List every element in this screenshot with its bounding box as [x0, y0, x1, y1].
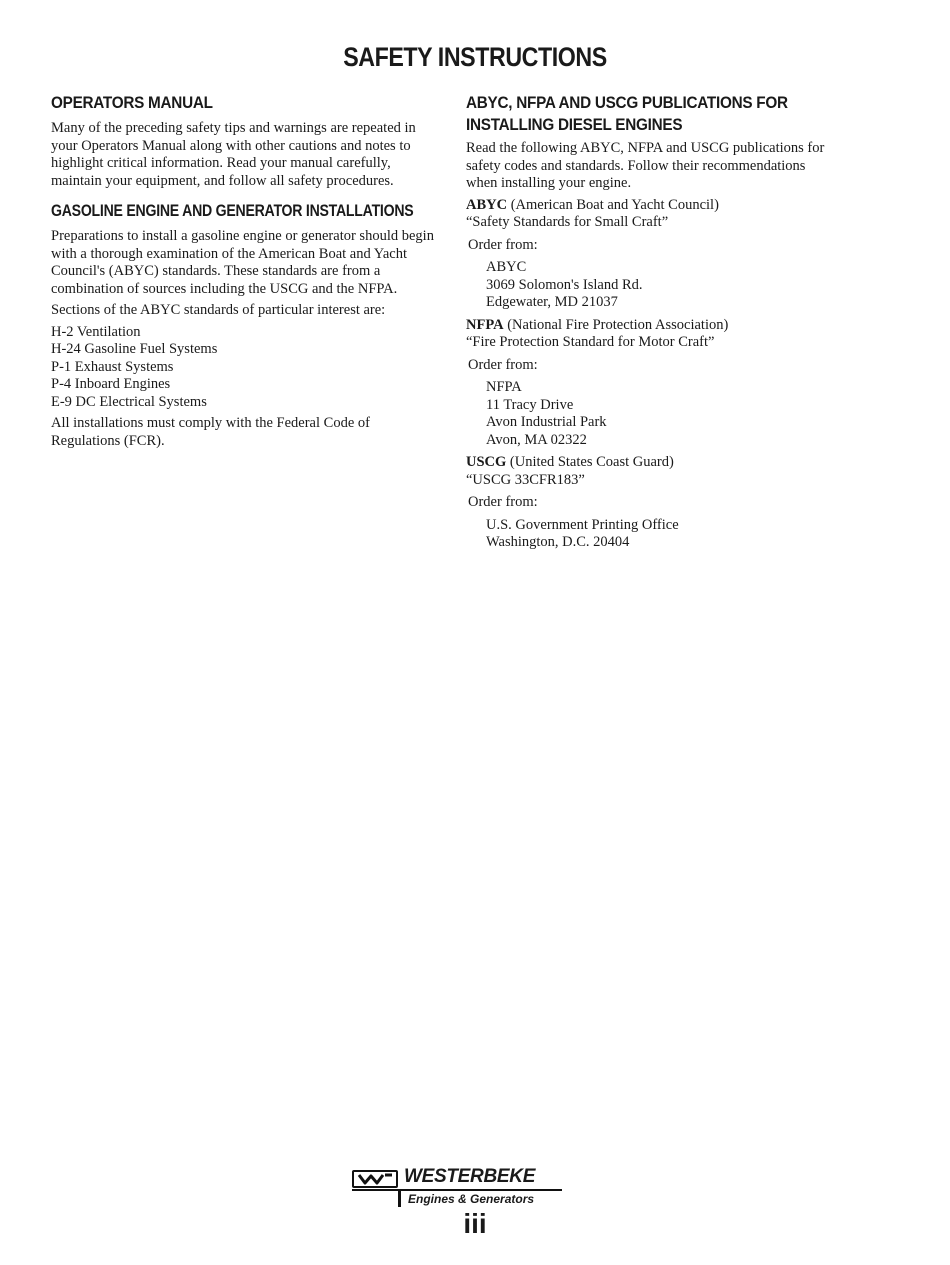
address-line: NFPA — [486, 379, 522, 395]
list-item: P-1 Exhaust Systems — [51, 358, 174, 375]
left-column — [51, 92, 436, 454]
publications-heading — [466, 92, 799, 136]
address-line: 3069 Solomon's Island Rd. — [486, 276, 643, 293]
operators-manual-heading: OPERATORS MANUAL — [51, 93, 213, 112]
uscg-name: (United States Coast Guard) — [509, 454, 674, 470]
westerbeke-logo — [352, 1168, 567, 1212]
list-item: P-4 Inboard Engines — [51, 376, 171, 392]
address-line: 11 Tracy Drive — [486, 396, 574, 413]
address-line: ABYC — [486, 259, 527, 275]
page-number: iii — [463, 1208, 487, 1239]
abyc-address — [486, 259, 836, 312]
logo-brand-name: WESTERBEKE — [404, 1166, 536, 1187]
abyc-name: (American Boat and Yacht Council) — [510, 196, 719, 213]
nfpa-publication: “Fire Protection Standard for Motor Craft” — [466, 334, 715, 350]
abyc-sections-text: Sections of the ABYC standards of particular interest are: — [51, 302, 386, 318]
right-column — [466, 92, 836, 557]
abyc-abbr: ABYC — [466, 196, 508, 213]
abyc-order-label: Order from: — [468, 236, 538, 253]
nfpa-abbr: NFPA — [466, 316, 504, 333]
page-title: SAFETY INSTRUCTIONS — [343, 42, 607, 72]
uscg-entry — [466, 454, 836, 489]
publications-heading-line2: INSTALLING DIESEL ENGINES — [466, 115, 683, 134]
abyc-publication: “Safety Standards for Small Craft” — [466, 214, 669, 230]
publications-intro-text: Read the following ABYC, NFPA and USCG publications for safety codes and standards. Follow their recommendations when installing your engine. — [466, 140, 825, 191]
nfpa-entry — [466, 317, 836, 352]
gasoline-intro-text: Preparations to install a gasoline engine or generator should begin with a thorough examination of the American Boat and Yacht Council's (ABYC) standards. These standards are from a combination of sources including the USCG and the NFPA. — [51, 228, 434, 297]
nfpa-order-label: Order from: — [468, 356, 538, 373]
uscg-abbr: USCG — [466, 454, 507, 470]
abyc-standards-list — [51, 324, 436, 412]
address-line: Washington, D.C. 20404 — [486, 534, 630, 550]
uscg-order-label: Order from: — [468, 494, 538, 510]
address-line: U.S. Government Printing Office — [486, 516, 679, 533]
address-line: Edgewater, MD 21037 — [486, 294, 618, 310]
uscg-publication: “USCG 33CFR183” — [466, 471, 585, 488]
publications-heading-line1: ABYC, NFPA AND USCG PUBLICATIONS FOR — [466, 93, 788, 112]
operators-manual-text: Many of the preceding safety tips and warnings are repeated in your Operators Manual along with other cautions and notes to highlight critical information. Read your manual carefully, maintain your equipment, and follow all safety procedures. — [51, 120, 416, 189]
abyc-entry — [466, 197, 836, 232]
uscg-address — [486, 517, 836, 552]
list-item: H-2 Ventilation — [51, 323, 141, 340]
address-line: Avon, MA 02322 — [486, 431, 587, 448]
gasoline-installations-heading: GASOLINE ENGINE AND GENERATOR INSTALLATIONS — [51, 201, 414, 220]
list-item: H-24 Gasoline Fuel Systems — [51, 341, 218, 357]
logo-emblem-icon — [352, 1170, 398, 1188]
list-item: E-9 DC Electrical Systems — [51, 393, 207, 410]
logo-tagline: Engines & Generators — [408, 1192, 535, 1206]
fcr-compliance-text: All installations must comply with the Federal Code of Regulations (FCR). — [51, 415, 370, 449]
nfpa-address — [486, 379, 836, 449]
address-line: Avon Industrial Park — [486, 414, 607, 430]
nfpa-name: (National Fire Protection Association) — [507, 316, 729, 333]
